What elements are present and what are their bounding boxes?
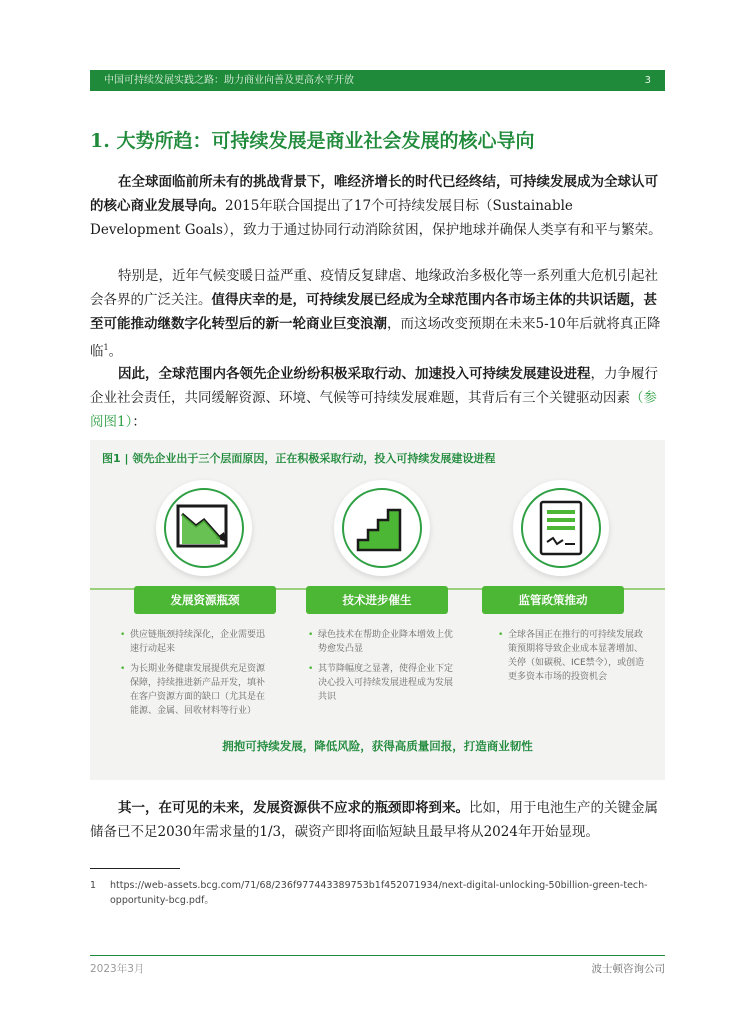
list-item: • 全球各国正在推行的可持续发展政策预期将导致企业成本显著增加、关停（如碳税、ICE禁令），或创造更多资本市场的投资机会 [508,628,648,684]
driver-label-policy: 监管政策推动 [482,586,624,614]
footer-divider [90,955,665,956]
running-header [90,70,665,91]
paragraph-1-bold: 在全球面临前所未有的挑战背景下，唯经济增长的时代已经终结，可持续发展成为全球认可的核心商业发展导向。 [90,174,658,214]
paragraph-1-text: 2015年联合国提出了17个可持续发展目标（Sustainable Development Goals），致力于通过协同行动消除贫困，保护地球并确保人类享有和平与繁荣。 [90,198,662,238]
paragraph-3 [90,362,665,434]
footnote-number: 1 [90,880,97,891]
paragraph-2-text-2: ，而这场改变预期在未来5-10年后就将真正降临 [90,316,661,360]
driver-column-resources [120,628,270,724]
driver-column-technology [308,628,458,710]
policy-document-icon [513,480,609,576]
paragraph-1 [90,170,665,242]
paragraph-3-bold: 因此，全球范围内各领先企业纷纷积极采取行动、加速投入可持续发展建设进程 [118,366,591,382]
declining-chart-icon [156,480,252,576]
paragraph-3-text: ，力争履行企业社会责任，共同缓解资源、环境、气候等可持续发展难题，其背后有三个关键驱动因素 [90,366,658,406]
driver-label-technology: 技术进步催生 [306,586,448,614]
paragraph-2-text: 特别是，近年气候变暖日益严重、疫情反复肆虐、地缘政治多极化等一系列重大危机引起社会各界的广泛关注。 [90,268,658,308]
paragraph-2-end: 。 [108,343,123,360]
paragraph-2 [90,264,665,364]
list-item: • 供应链瓶颈持续深化，企业需要迅速行动起来 [130,628,270,656]
list-item: • 其节降幅度之显著，使得企业下定决心投入可持续发展进程成为发展共识 [318,662,458,704]
figure-1 [90,440,665,780]
header-title: 中国可持续发展实践之路：助力商业向善及更高水平开放 [104,75,354,86]
section-title: 1. 大势所趋：可持续发展是商业社会发展的核心导向 [90,130,535,152]
footer-organization: 波士顿咨询公司 [591,963,665,975]
staircase-icon [334,480,430,576]
paragraph-4-bold: 其一，在可见的未来，发展资源供不应求的瓶颈即将到来。 [118,800,469,816]
footnote-divider [90,868,180,869]
paragraph-4 [90,796,665,844]
footer-date: 2023年3月 [90,963,145,975]
paragraph-4-text: 比如，用于电池生产的关键金属储备已不足2030年需求量的1/3，碳资产即将面临短缺且最早将从2024年开始显现。 [90,800,658,840]
footnote-ref[interactable]: 1 [103,343,109,352]
paragraph-3-end: ： [132,414,146,430]
figure-caption: 图1 | 领先企业出于三个层面原因，正在积极采取行动，投入可持续发展建设进程 [102,452,496,465]
footnote-url[interactable]: https://web-assets.bcg.com/71/68/236f977443389753b1f452071934/next-digital-unlocking-50billion-green-tech-opportunity-bcg.pdf。 [110,880,648,906]
list-item: • 为长期业务健康发展提供充足资源保障，持续推进新产品开发，填补在客户资源方面的缺口（尤其是在能源、金属、回收材料等行业） [130,662,270,718]
driver-label-resources: 发展资源瓶颈 [134,586,276,614]
page-number: 3 [644,75,651,86]
list-item: • 绿色技术在帮助企业降本增效上优势愈发凸显 [318,628,458,656]
figure-tagline: 拥抱可持续发展，降低风险，获得高质量回报，打造商业韧性 [222,739,533,753]
figure-reference-link[interactable]: （参阅图1） [90,390,657,430]
driver-column-policy [498,628,648,690]
paragraph-2-bold: 值得庆幸的是，可持续发展已经成为全球范围内各市场主体的共识话题，甚至可能推动继数字化转型后的新一轮商业巨变浪潮 [90,292,657,332]
